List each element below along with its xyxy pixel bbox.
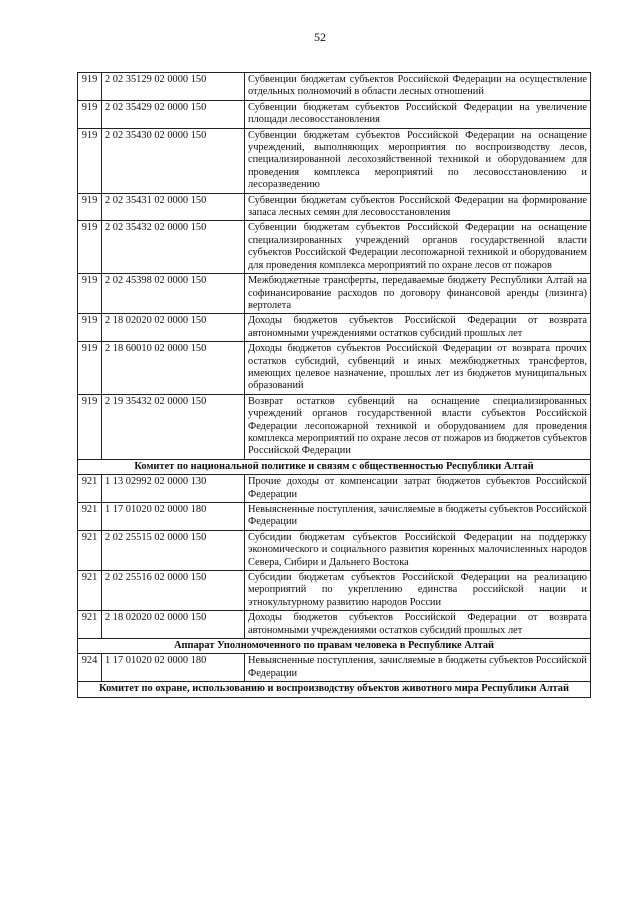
revenue-description-cell: Доходы бюджетов субъектов Российской Федерации от возврата автономными учреждениями остатков субсидий прошлых лет	[245, 611, 591, 639]
revenue-description-cell: Субвенции бюджетам субъектов Российской Федерации на оснащение учреждений, выполняющих мероприятия по воспроизводству лесов, специализированной лесохозяйственной техникой и оборудованием для проведения комплекса мероприятий по лесовосстановлению и лесоразведению	[245, 128, 591, 193]
revenue-classification-table	[77, 72, 591, 698]
budget-classification-code-cell: 2 02 35430 02 0000 150	[102, 128, 245, 193]
table-row	[78, 274, 591, 314]
admin-code-cell: 921	[78, 475, 102, 503]
revenue-description-cell: Невыясненные поступления, зачисляемые в бюджеты субъектов Российской Федерации	[245, 503, 591, 531]
budget-classification-code-cell: 2 02 35129 02 0000 150	[102, 73, 245, 101]
budget-classification-code-cell: 2 18 02020 02 0000 150	[102, 314, 245, 342]
table-row	[78, 611, 591, 639]
admin-code-cell: 919	[78, 221, 102, 274]
table-row	[78, 475, 591, 503]
table-row	[78, 193, 591, 221]
admin-code-cell: 921	[78, 571, 102, 611]
table-row	[78, 530, 591, 570]
table-row	[78, 394, 591, 459]
revenue-description-cell: Субсидии бюджетам субъектов Российской Федерации на поддержку экономического и социального развития коренных малочисленных народов Севера, Сибири и Дальнего Востока	[245, 530, 591, 570]
admin-code-cell: 919	[78, 394, 102, 459]
budget-classification-code-cell: 1 17 01020 02 0000 180	[102, 503, 245, 531]
admin-code-cell: 921	[78, 503, 102, 531]
budget-classification-code-cell: 2 19 35432 02 0000 150	[102, 394, 245, 459]
admin-code-cell: 924	[78, 654, 102, 682]
budget-classification-code-cell: 2 18 60010 02 0000 150	[102, 342, 245, 395]
table-row	[78, 73, 591, 101]
revenue-description-cell: Субвенции бюджетам субъектов Российской Федерации на осуществление отдельных полномочий в области лесных отношений	[245, 73, 591, 101]
budget-classification-code-cell: 2 02 45398 02 0000 150	[102, 274, 245, 314]
budget-classification-code-cell: 1 13 02992 02 0000 130	[102, 475, 245, 503]
budget-classification-code-cell: 2 02 35431 02 0000 150	[102, 193, 245, 221]
table-row	[78, 221, 591, 274]
budget-classification-code-cell: 2 02 35432 02 0000 150	[102, 221, 245, 274]
table-row	[78, 128, 591, 193]
budget-classification-code-cell: 1 17 01020 02 0000 180	[102, 654, 245, 682]
section-title: Аппарат Уполномоченного по правам человека в Республике Алтай	[78, 639, 591, 654]
table-row	[78, 100, 591, 128]
revenue-description-cell: Субвенции бюджетам субъектов Российской Федерации на оснащение специализированных учреждений органов государственной власти субъектов Российской Федерации лесопожарной техникой и оборудованием для проведения комплекса мероприятий по охране лесов от пожаров	[245, 221, 591, 274]
admin-code-cell: 919	[78, 342, 102, 395]
table-body	[78, 73, 591, 698]
section-title: Комитет по национальной политике и связям с общественностью Республики Алтай	[78, 459, 591, 474]
revenue-description-cell: Межбюджетные трансферты, передаваемые бюджету Республики Алтай на софинансирование расходов по договору финансовой аренды (лизинга) вертолета	[245, 274, 591, 314]
admin-code-cell: 919	[78, 73, 102, 101]
admin-code-cell: 921	[78, 530, 102, 570]
budget-classification-code-cell: 2 02 25516 02 0000 150	[102, 571, 245, 611]
revenue-description-cell: Субвенции бюджетам субъектов Российской Федерации на формирование запаса лесных семян для лесовосстановления	[245, 193, 591, 221]
admin-code-cell: 919	[78, 128, 102, 193]
table-row	[78, 654, 591, 682]
admin-code-cell: 919	[78, 100, 102, 128]
revenue-description-cell: Возврат остатков субвенций на оснащение специализированных учреждений органов государственной власти субъектов Российской Федерации лесопожарной техникой и оборудованием для проведения комплекса мероприятий по охране лесов от пожаров из бюджетов субъектов Российской Федерации	[245, 394, 591, 459]
admin-code-cell: 919	[78, 274, 102, 314]
admin-code-cell: 919	[78, 193, 102, 221]
page-number: 52	[314, 30, 326, 44]
section-header-row	[78, 459, 591, 474]
revenue-description-cell: Доходы бюджетов субъектов Российской Федерации от возврата автономными учреждениями остатков субсидий прошлых лет	[245, 314, 591, 342]
revenue-description-cell: Субсидии бюджетам субъектов Российской Федерации на реализацию мероприятий по укреплению единства российской нации и этнокультурному развитию народов России	[245, 571, 591, 611]
section-header-row	[78, 682, 591, 697]
admin-code-cell: 919	[78, 314, 102, 342]
budget-classification-code-cell: 2 18 02020 02 0000 150	[102, 611, 245, 639]
table-row	[78, 503, 591, 531]
revenue-description-cell: Прочие доходы от компенсации затрат бюджетов субъектов Российской Федерации	[245, 475, 591, 503]
revenue-description-cell: Субвенции бюджетам субъектов Российской Федерации на увеличение площади лесовосстановления	[245, 100, 591, 128]
table-row	[78, 314, 591, 342]
admin-code-cell: 921	[78, 611, 102, 639]
table-row	[78, 342, 591, 395]
section-title: Комитет по охране, использованию и воспроизводству объектов животного мира Республики Алтай	[78, 682, 591, 697]
revenue-description-cell: Доходы бюджетов субъектов Российской Федерации от возврата прочих остатков субсидий, субвенций и иных межбюджетных трансфертов, имеющих целевое назначение, прошлых лет из бюджетов муниципальных образований	[245, 342, 591, 395]
section-header-row	[78, 639, 591, 654]
revenue-description-cell: Невыясненные поступления, зачисляемые в бюджеты субъектов Российской Федерации	[245, 654, 591, 682]
budget-classification-code-cell: 2 02 35429 02 0000 150	[102, 100, 245, 128]
budget-classification-code-cell: 2 02 25515 02 0000 150	[102, 530, 245, 570]
table-row	[78, 571, 591, 611]
